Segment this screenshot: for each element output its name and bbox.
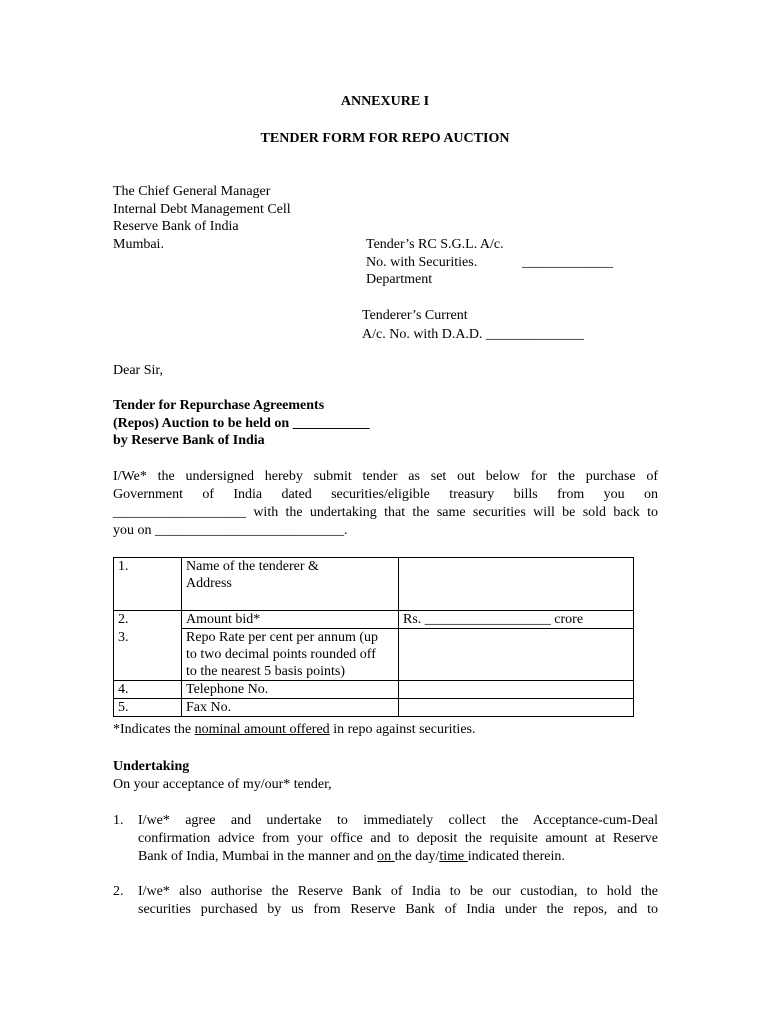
intro-line: Government of India dated securities/eligible treasury bills from you on — [113, 487, 658, 502]
row-label-line: Name of the tenderer & — [186, 559, 319, 574]
undertaking-item — [113, 812, 658, 866]
item-line: confirmation advice from your office and to deposit the requisite amount at Reserve — [138, 831, 658, 846]
item-underlined-text: time — [439, 849, 468, 864]
subject-line: by Reserve Bank of India — [113, 433, 265, 448]
row-number: 1. — [114, 558, 182, 611]
item-line — [138, 848, 658, 866]
sgl-line: Tender’s RC S.G.L. A/c. — [366, 237, 504, 252]
intro-line: you on ___________________________. — [113, 523, 348, 538]
intro-line: I/We* the undersigned hereby submit tender as set out below for the purchase of — [113, 469, 658, 484]
table-row — [114, 611, 634, 629]
current-ac-line: Tenderer’s Current — [362, 308, 468, 323]
footnote — [113, 721, 475, 739]
row-label: Amount bid* — [182, 611, 399, 629]
item-text: Bank of India, Mumbai in the manner and — [138, 849, 378, 864]
table-row — [114, 558, 634, 611]
subject-line: (Repos) Auction to be held on ___________ — [113, 416, 370, 431]
item-line: I/we* also authorise the Reserve Bank of India to be our custodian, to hold the — [138, 884, 658, 899]
row-label-line: Address — [186, 576, 232, 591]
item-number: 2. — [113, 884, 124, 899]
undertaking-intro: On your acceptance of my/our* tender, — [113, 777, 332, 792]
repo-rate-field[interactable] — [399, 629, 634, 681]
item-line: I/we* agree and undertake to immediately collect the Acceptance-cum-Deal — [138, 813, 658, 828]
footnote-text: in repo against securities. — [329, 722, 476, 737]
undertaking-item — [113, 883, 658, 919]
sgl-blank-field[interactable]: _____________ — [522, 255, 613, 270]
telephone-field[interactable] — [399, 681, 634, 699]
row-label-line: to two decimal points rounded off — [186, 647, 376, 662]
table-row — [114, 699, 634, 717]
row-number: 5. — [114, 699, 182, 717]
row-label — [182, 558, 399, 611]
undertaking-heading: Undertaking — [113, 759, 190, 774]
row-number: 4. — [114, 681, 182, 699]
subject-line: Tender for Repurchase Agreements — [113, 398, 325, 413]
row-number: 2. — [114, 611, 182, 629]
table-row — [114, 681, 634, 699]
addressee-line: Reserve Bank of India — [113, 219, 239, 234]
amount-bid-field[interactable]: Rs. __________________ crore — [399, 611, 634, 629]
annexure-heading: ANNEXURE I — [340, 94, 430, 109]
fax-field[interactable] — [399, 699, 634, 717]
addressee-line: Internal Debt Management Cell — [113, 202, 291, 217]
table-row — [114, 629, 634, 681]
item-text: the day/ — [394, 849, 440, 864]
item-text: indicated therein. — [467, 849, 565, 864]
item-underlined-text: on — [377, 849, 395, 864]
row-number: 3. — [114, 629, 182, 681]
row-label-line: Repo Rate per cent per annum (up — [186, 630, 379, 645]
row-label: Telephone No. — [182, 681, 399, 699]
addressee-line: The Chief General Manager — [113, 184, 271, 199]
tender-details-table — [113, 557, 634, 717]
addressee-line: Mumbai. — [113, 237, 164, 252]
sgl-line: No. with Securities. — [366, 255, 478, 270]
sgl-line: Department — [366, 272, 433, 287]
footnote-underlined-text: nominal amount offered — [194, 722, 330, 737]
item-line: securities purchased by us from Reserve Bank of India under the repos, and to — [138, 902, 658, 917]
form-title: TENDER FORM FOR REPO AUCTION — [260, 131, 510, 146]
tenderer-name-field[interactable] — [399, 558, 634, 611]
salutation: Dear Sir, — [113, 363, 163, 378]
row-label-line: to the nearest 5 basis points) — [186, 664, 346, 679]
current-ac-line[interactable]: A/c. No. with D.A.D. ______________ — [362, 327, 585, 342]
row-label: Fax No. — [182, 699, 399, 717]
row-label — [182, 629, 399, 681]
footnote-text: *Indicates the — [113, 722, 195, 737]
intro-line: ___________________ with the undertaking that the same securities will be sold back to — [113, 505, 658, 520]
item-number: 1. — [113, 813, 124, 828]
